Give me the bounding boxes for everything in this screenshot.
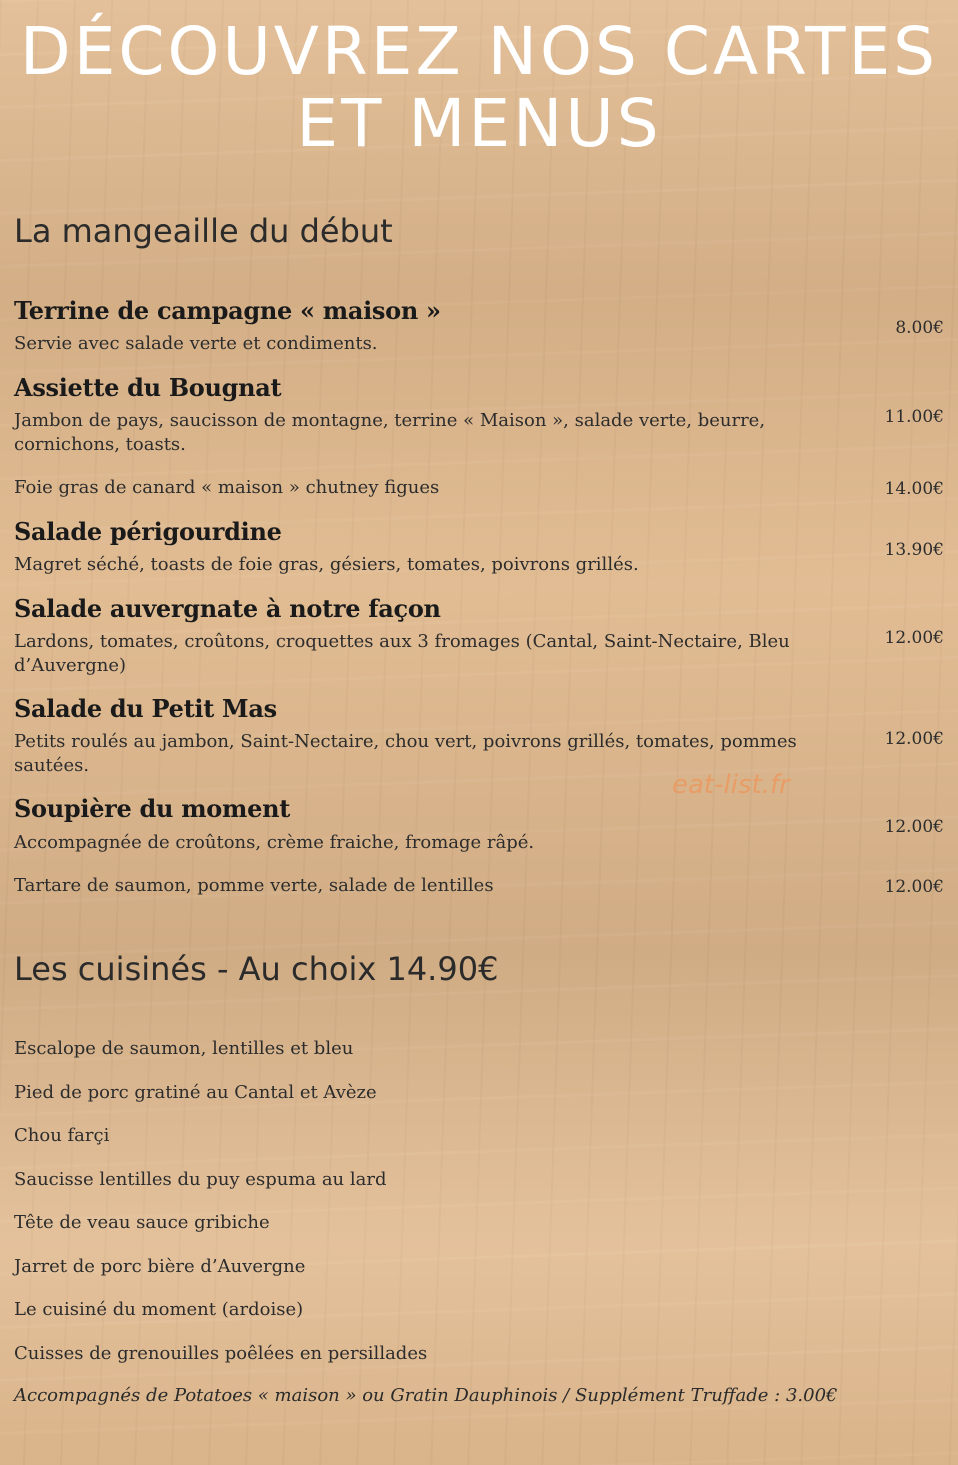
list-item: Tête de veau sauce gribiche [14, 1212, 270, 1233]
menu-item-price: 12.00€ [884, 729, 944, 749]
menu-item-description: Jambon de pays, saucisson de montagne, terrine « Maison », salade verte, beurre, cornichons, toasts. [14, 410, 766, 455]
section-heading-cuisines: Les cuisinés - Au choix 14.90€ [14, 950, 499, 988]
menu-item-price: 12.00€ [884, 877, 944, 897]
menu-item-name: Soupière du moment [14, 794, 291, 823]
menu-item-name: Salade auvergnate à notre façon [14, 594, 441, 623]
menu-item-description: Lardons, tomates, croûtons, croquettes aux 3 fromages (Cantal, Saint-Nectaire, Bleu d’Auvergne) [14, 631, 790, 676]
menu-item-description: Accompagnée de croûtons, crème fraiche, fromage râpé. [14, 832, 535, 853]
list-item: Le cuisiné du moment (ardoise) [14, 1299, 304, 1320]
menu-item-description: Magret séché, toasts de foie gras, gésiers, tomates, poivrons grillés. [14, 554, 639, 575]
menu-item-price: 8.00€ [895, 318, 944, 338]
list-item: Saucisse lentilles du puy espuma au lard [14, 1169, 387, 1190]
list-item: Escalope de saumon, lentilles et bleu [14, 1038, 354, 1059]
menu-item-name: Salade périgourdine [14, 517, 282, 546]
watermark: eat-list.fr [672, 770, 790, 800]
list-item: Chou farçi [14, 1125, 110, 1146]
menu-item-name: Salade du Petit Mas [14, 694, 277, 723]
section-heading-starters: La mangeaille du début [14, 212, 393, 250]
menu-item-price: 13.90€ [884, 540, 944, 560]
menu-item-price: 12.00€ [884, 628, 944, 648]
menu-item-description: Petits roulés au jambon, Saint-Nectaire, chou vert, poivrons grillés, tomates, pommes sautées. [14, 731, 797, 776]
menu-item-description: Servie avec salade verte et condiments. [14, 333, 378, 354]
menu-item-price: 12.00€ [884, 817, 944, 837]
page-title-line-1: DÉCOUVREZ NOS CARTES [19, 13, 939, 90]
menu-item-name: Assiette du Bougnat [14, 373, 282, 402]
accompaniment-note: Accompagnés de Potatoes « maison » ou Gratin Dauphinois / Supplément Truffade : 3.00€ [14, 1385, 838, 1406]
menu-item-price: 11.00€ [884, 407, 944, 427]
list-item: Jarret de porc bière d’Auvergne [14, 1256, 306, 1277]
menu-item-description: Foie gras de canard « maison » chutney figues [14, 477, 440, 498]
list-item: Pied de porc gratiné au Cantal et Avèze [14, 1082, 377, 1103]
menu-item-price: 14.00€ [884, 479, 944, 499]
menu-item-name: Terrine de campagne « maison » [14, 296, 441, 325]
menu-item-description: Tartare de saumon, pomme verte, salade de lentilles [14, 875, 494, 896]
page-title-line-2: ET MENUS [296, 85, 662, 162]
list-item: Cuisses de grenouilles poêlées en persillades [14, 1343, 428, 1364]
